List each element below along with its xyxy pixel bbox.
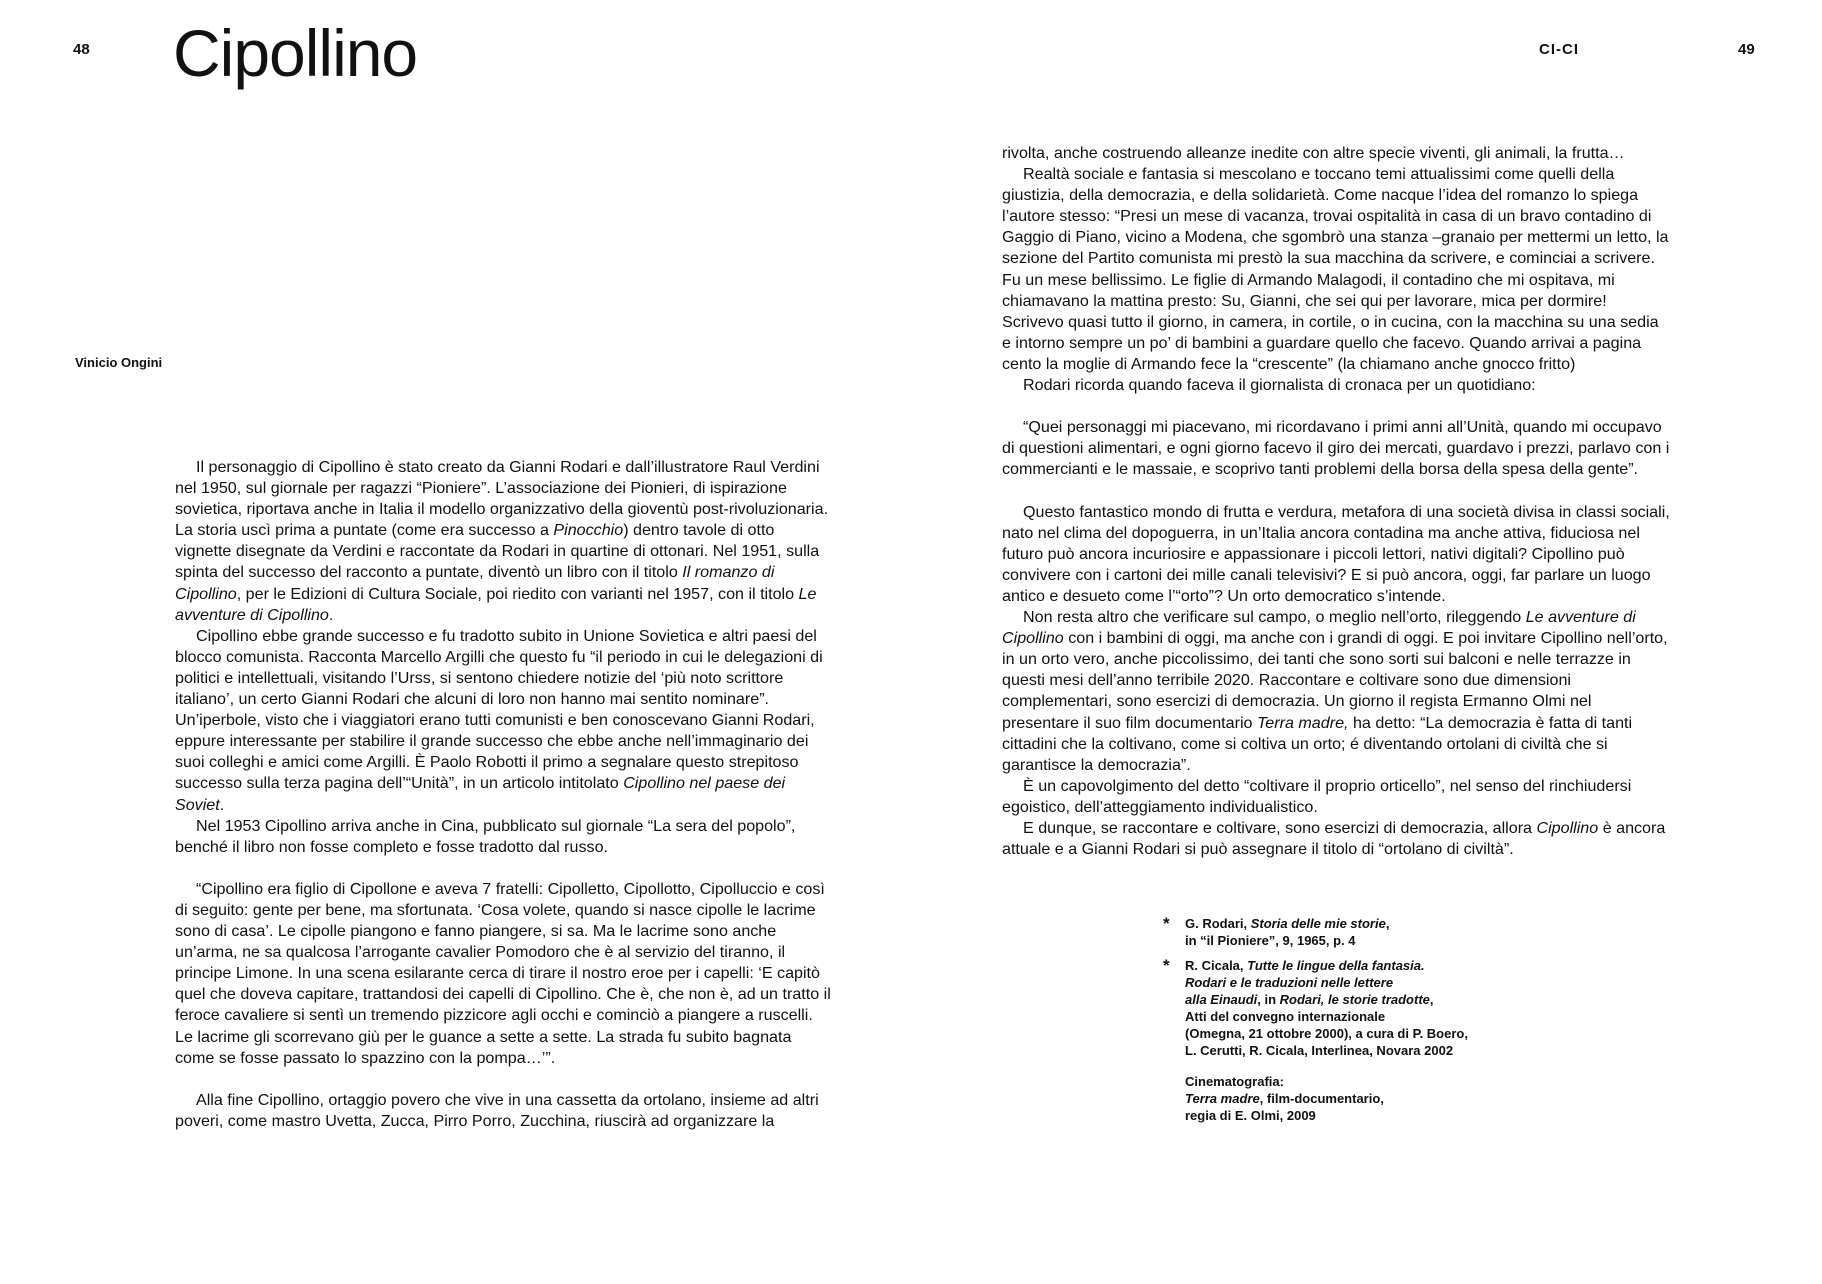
author-name: Vinicio Ongini bbox=[75, 355, 163, 370]
note-item: * R. Cicala, Tutte le lingue della fantasia. Rodari e le traduzioni nelle lettere alla Einaudi, in Rodari, le storie tradotte, Atti del convegno internazionale (Omegna, 21 ottobre 2000), a cura di P. Boero, L. Cerutti, R. Cicala, Interlinea, Novara 2002 bbox=[1163, 956, 1468, 1058]
paragraph: Nel 1953 Cipollino arriva anche in Cina, pubblicato sul giornale “La sera del popolo”, benché il libro non fosse completo e fosse tradotto dal russo. bbox=[175, 816, 796, 856]
note-item: * G. Rodari, Storia delle mie storie, in “il Pioniere”, 9, 1965, p. 4 bbox=[1163, 914, 1390, 948]
asterisk-icon: * bbox=[1163, 956, 1170, 975]
paragraph: Cipollino ebbe grande successo e fu tradotto subito in Unione Sovietica e altri paesi del blocco comunista. Racconta Marcello Argilli che questo fu “il periodo in cui le delegazioni di politici e intellettuali, visitando l’Urss, si sentono chiedere notizie del ‘più noto scrittore italiano’, un certo Gianni Rodari che alcuni di loro non hanno mai sentito nominare”. Un’iperbole, visto che i viaggiatori erano tutti comunisti e ben conoscevano Gianni Rodari, eppure interessante per stabilire il grande successo che ebbe anche nell’immaginario dei suoi colleghi e amici come Argilli. È Paolo Robotti il primo a segnalare questo strepitoso successo sulla terza pagina dell’“Unità”, in un articolo intitolato Cipollino nel paese dei Soviet. bbox=[175, 626, 823, 814]
paragraph: Questo fantastico mondo di frutta e verdura, metafora di una società divisa in classi sociali, nato nel clima del dopoguerra, in un’Italia ancora contadina ma anche attiva, fiduciosa nel futuro può ancora incuriosire e appassionare i piccoli lettori, nativi digitali? Cipollino può convivere con i cartoni dei mille canali televisivi? E si può ancora, oggi, far parlare un luogo antico e desueto come l’“orto”? Un orto democratico s’intende. bbox=[1002, 502, 1670, 605]
filmography: Cinematografia: Terra madre, film-documentario, regia di E. Olmi, 2009 bbox=[1185, 1074, 1384, 1123]
asterisk-icon: * bbox=[1163, 914, 1170, 933]
page-number-right: 49 bbox=[1738, 41, 1755, 58]
paragraph: Non resta altro che verificare sul campo, o meglio nell’orto, rileggendo Le avventure di Cipollino con i bambini di oggi, ma anche con i grandi di oggi. E poi invitare Cipollino nell’orto, in un orto vero, anche piccolissimo, dei tanti che sono sorti sui balconi e nelle terrazze in questi mesi dell’anno terribile 2020. Raccontare e coltivare sono due dimensioni complementari, sono esercizi di democrazia. Un giorno il regista Ermanno Olmi nel presentare il suo film documentario Terra madre, ha detto: “La democrazia è fatta di tanti cittadini che la coltivano, come si coltiva un orto; é diventando ortolani di civiltà che si garantisce la democrazia”. bbox=[1002, 608, 1668, 774]
block-quote: “Cipollino era figlio di Cipollone e aveva 7 fratelli: Cipolletto, Cipollotto, Cipolluccio e così di seguito: gente per bene, ma sfortunata. ‘Cosa volete, quando si nasce cipolle le lacrime sono di casa’. Le cipolle piangono e fanno piangere, si sa. Ma le lacrime sono anche un’arma, ne sa qualcosa l’arrogante cavalier Pomodoro che è al servizio del tiranno, il principe Limone. In una scena esilarante cerca di tirare il nostro eroe per i capelli: ‘E capitò quel che doveva capitare, trattandosi dei capelli di Cipollino. Che è, che non è, ad un tratto il feroce cavaliere si sentì un tremendo pizzicore agli occhi e cominciò a piangere a ruscelli. Le lacrime gli scorrevano giù per le guance a sette a sette. La strada fu subito bagnata come se fosse passato lo spazzino con la pompa…’”. bbox=[175, 879, 831, 1067]
bibliography-notes bbox=[1163, 915, 1523, 1124]
paragraph: È un capovolgimento del detto “coltivare il proprio orticello”, nel senso del rinchiudersi egoistico, dell’atteggiamento individualistico. bbox=[1002, 776, 1632, 816]
section-code: CI-CI bbox=[1539, 41, 1579, 58]
paragraph: E dunque, se raccontare e coltivare, sono esercizi di democrazia, allora Cipollino è ancora attuale e a Gianni Rodari si può assegnare il titolo di “ortolano di civiltà”. bbox=[1002, 819, 1666, 859]
right-text-column bbox=[1002, 143, 1672, 860]
paragraph: Il personaggio di Cipollino è stato creato da Gianni Rodari e dall’illustratore Raul Verdini nel 1950, sul giornale per ragazzi “Pioniere”. L’associazione dei Pionieri, di ispirazione sovietica, riportava anche in Italia il modello organizzativo della gioventù post-rivoluzionaria. La storia uscì prima a puntate (come era successo a Pinocchio) dentro tavole di otto vignette disegnate da Verdini e raccontate da Rodari in quartine di ottonari. Nel 1951, sulla spinta del successo del racconto a puntate, diventò un libro con il titolo Il romanzo di Cipollino, per le Edizioni di Cultura Sociale, poi riedito con varianti nel 1957, con il titolo Le avventure di Cipollino. bbox=[175, 458, 829, 624]
block-quote: “Quei personaggi mi piacevano, mi ricordavano i primi anni all’Unità, quando mi occupavo di questioni alimentari, e ogni giorno facevo il giro dei mercati, guardavo i prezzi, parlavo con i commercianti e le massaie, e scoprivo tanti problemi della borsa della spesa della gente”. bbox=[1002, 418, 1670, 479]
paragraph: Realtà sociale e fantasia si mescolano e toccano temi attualissimi come quelli della giustizia, della democrazia, e della solidarietà. Come nacque l’idea del romanzo lo spiega l’autore stesso: “Presi un mese di vacanza, trovai ospitalità in casa di un bravo contadino di Gaggio di Piano, vicino a Modena, che sgombrò una stanza –granaio per mettermi un letto, la sezione del Partito comunista mi prestò la sua macchina da scrivere, e cominciai a scrivere. Fu un mese bellissimo. Le figlie di Armando Malagodi, il contadino che mi ospitava, mi chiamavano la mattina presto: Su, Gianni, che sei qui per lavorare, mica per dormire! Scrivevo quasi tutto il giorno, in camera, in cortile, o in cucina, con la macchina su una sedia e intorno sempre un po’ di bambini a guardare quello che facevo. Quando arrivai a pagina cento la moglie di Armando fece la “crescente” (la chiamano anche gnocco fritto) bbox=[1002, 165, 1669, 373]
paragraph: Rodari ricorda quando faceva il giornalista di cronaca per un quotidiano: bbox=[1023, 376, 1536, 395]
paragraph: Alla fine Cipollino, ortaggio povero che vive in una cassetta da ortolano, insieme ad altri poveri, come mastro Uvetta, Zucca, Pirro Porro, Zucchina, riuscirà ad organizzare la bbox=[175, 1090, 819, 1130]
paragraph: rivolta, anche costruendo alleanze inedite con altre specie viventi, gli animali, la frutta… bbox=[1002, 144, 1625, 162]
left-text-column bbox=[175, 457, 835, 1132]
page-number-left: 48 bbox=[73, 41, 90, 58]
page-title: Cipollino bbox=[173, 16, 418, 90]
